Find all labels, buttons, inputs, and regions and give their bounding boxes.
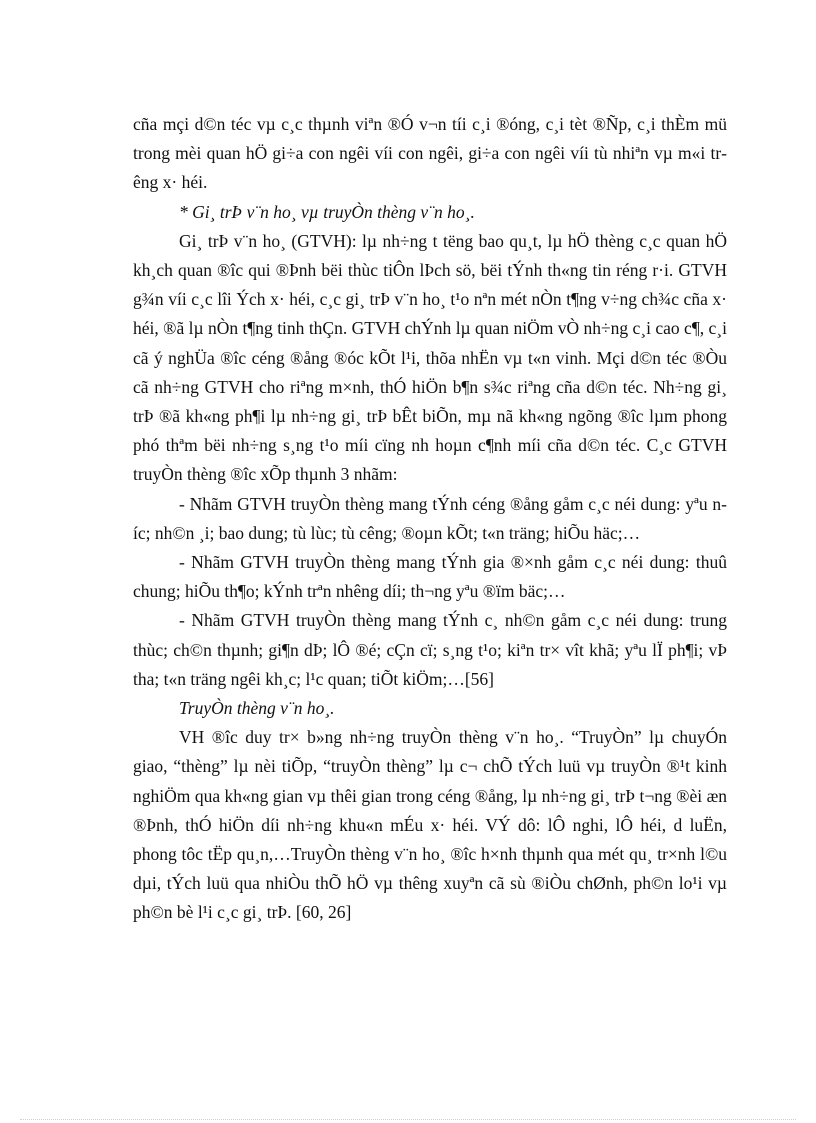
section-heading-cultural-tradition: TruyÒn thèng v¨n ho¸. <box>179 698 335 719</box>
paragraph-tradition-definition: VH ®îc duy tr× b»ng nh÷ng truyÒn thèng v¨n ho¸. “TruyÒn” lµ chuyÓn giao, “thèng” lµ nèi tiÕp, “truyÒn thèng” lµ c¬ chÕ tÝch luü vµ truyÒn ®¹t kinh nghiÖm qua kh«ng gian vµ thêi gian trong céng ®ång, lµ nh÷ng gi¸ trÞ t¬ng ®èi æn ®Þnh, thÓ hiÖn díi nh÷ng khu«n mÉu x· héi. VÝ dô: lÔ nghi, lÔ héi, d luËn, phong tôc tËp qu¸n,…TruyÒn thèng v¨n ho¸ ®îc h×nh thµnh qua mét qu¸ tr×nh l©u dµi, tÝch luü qua nhiÒu thÕ hÖ vµ thêng xuyªn cã sù ®iÒu chØnh, ph©n lo¹i vµ ph©n bè l¹i c¸c gi¸ trÞ. [60, 26] <box>133 727 727 923</box>
section-heading-cultural-values: * Gi¸ trÞ v¨n ho¸ vµ truyÒn thèng v¨n ho¸. <box>179 201 475 222</box>
list-item-community-values: - Nhãm GTVH truyÒn thèng mang tÝnh céng ®ång gåm c¸c néi dung: yªu níc; nh©n ¸i; bao dung; tù lùc; tù cêng; ®oµn kÕt; t«n träng; hiÕu häc;… <box>133 493 727 543</box>
paragraph-gtvh-definition: Gi¸ trÞ v¨n ho¸ (GTVH): lµ nh÷ng t tëng bao qu¸t, lµ hÖ thèng c¸c quan hÖ kh¸ch quan ®îc qui ®Þnh bëi thùc tiÔn lÞch sö, bëi tÝnh th«ng tin réng r·i. GTVH g¾n víi c¸c lîi Ých x· héi, c¸c gi¸ trÞ v¨n ho¸ t¹o nªn mét nÒn t¶ng v÷ng ch¾c cña x· héi, ®ã lµ nÒn t¶ng tinh thÇn. GTVH chÝnh lµ quan niÖm vÒ nh÷ng c¸i cao c¶, c¸i cã ý nghÜa ®îc céng ®ång ®óc kÕt l¹i, thõa nhËn vµ t«n vinh. Mçi d©n téc ®Òu cã nh÷ng GTVH cho riªng m×nh, thÓ hiÖn b¶n s¾c riªng cña d©n téc. Nh÷ng gi¸ trÞ ®ã kh«ng ph¶i lµ nh÷ng gi¸ trÞ bÊt biÕn, mµ nã kh«ng ngõng ®îc lµm phong phó thªm bëi nh÷ng s¸ng t¹o míi cïng nh hoµn c¶nh míi cña d©n téc. C¸c GTVH truyÒn thèng ®îc xÕp thµnh 3 nhãm: <box>133 230 727 485</box>
paragraph-intro-continuation: cña mçi d©n téc vµ c¸c thµnh viªn ®Ó v¬n tíi c¸i ®óng, c¸i tèt ®Ñp, c¸i thÈm mü trong mèi quan hÖ gi÷a con ngêi víi con ngêi, gi÷a con ngêi víi tù nhiªn vµ m«i trêng x· héi. <box>133 114 727 193</box>
page-bottom-divider <box>20 1119 796 1120</box>
list-item-personal-values: - Nhãm GTVH truyÒn thèng mang tÝnh c¸ nh©n gåm c¸c néi dung: trung thùc; ch©n thµnh; gi¶n dÞ; lÔ ®é; cÇn cï; s¸ng t¹o; kiªn tr× vît khã; yªu lÏ ph¶i; vÞ tha; t«n träng ngêi kh¸c; l¹c quan; tiÕt kiÖm;…[56] <box>133 610 727 689</box>
document-body <box>133 110 727 928</box>
list-item-family-values: - Nhãm GTVH truyÒn thèng mang tÝnh gia ®×nh gåm c¸c néi dung: thuû chung; hiÕu th¶o; kÝnh trªn nhêng díi; th¬ng yªu ®ïm bäc;… <box>133 552 727 602</box>
